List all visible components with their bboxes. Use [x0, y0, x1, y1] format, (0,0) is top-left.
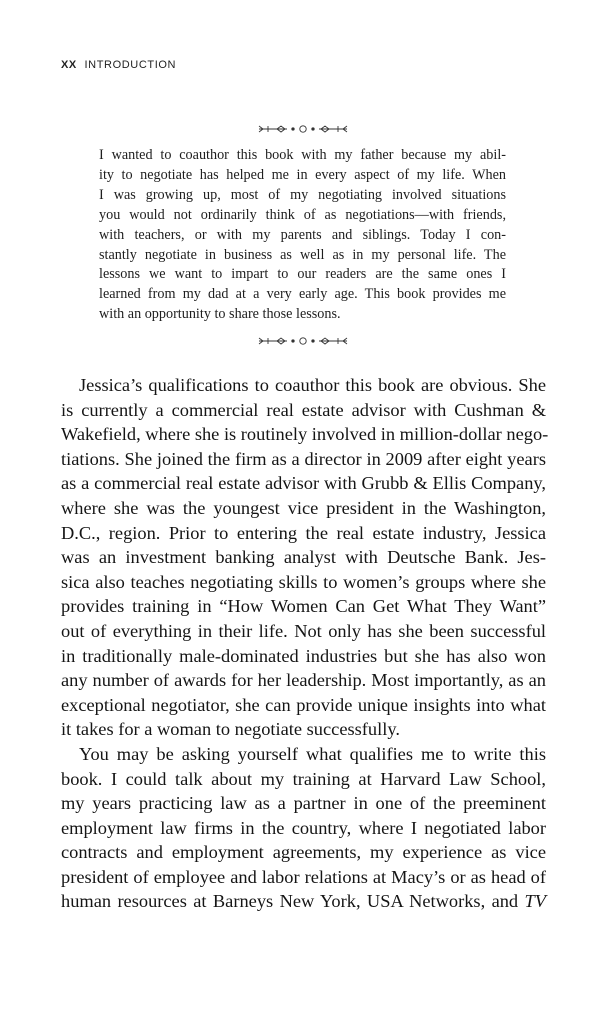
quote-line: stantly negotiate in business as well as in my personal life. The	[99, 246, 506, 263]
running-header	[61, 59, 176, 71]
body-line-last	[61, 889, 546, 914]
body-line: my years practicing law as a partner in one of the preeminent	[61, 793, 546, 814]
body-line-text: human resources at Barneys New York, USA Networks, and	[61, 891, 519, 912]
body-text	[61, 373, 549, 914]
block-quote	[99, 146, 506, 325]
quote-line: learned from my dad at a very early age. This book provides me	[99, 286, 506, 303]
body-line: it takes for a woman to negotiate successfully.	[61, 719, 400, 740]
body-line: exceptional negotiator, she can provide unique insights into what	[61, 694, 546, 715]
body-line: sica also teaches negotiating skills to women’s groups where she	[61, 571, 546, 592]
flourish-icon	[257, 124, 349, 134]
body-line: D.C., region. Prior to entering the real estate industry, Jessica	[61, 522, 546, 543]
body-line: contracts and employment agreements, my experience as vice	[61, 842, 546, 863]
page-number: XX	[61, 59, 77, 71]
quote-line: I wanted to coauthor this book with my father because my abil-	[99, 147, 506, 163]
body-line: any number of awards for her leadership. Most importantly, as an	[61, 670, 546, 691]
quote-line: lessons we want to impart to our readers are the same ones I	[99, 266, 506, 283]
quote-line: I was growing up, most of my negotiating involved situations	[99, 186, 506, 203]
italic-title: TV	[524, 891, 546, 912]
ornament-top	[0, 121, 605, 139]
quote-line: with an opportunity to share those lessons.	[99, 306, 341, 323]
body-line: Jessica’s qualifications to coauthor this book are obvious. She	[79, 375, 546, 395]
body-line: You may be asking yourself what qualifies me to write this	[79, 743, 546, 764]
quote-line: with teachers, or with my parents and siblings. Today I con-	[99, 226, 506, 243]
body-line: president of employee and labor relations at Macy’s or as head of	[61, 866, 546, 887]
body-line: out of everything in their life. Not only has she been successful	[61, 620, 546, 641]
ornament-bottom	[0, 333, 605, 351]
body-line: tiations. She joined the firm as a director in 2009 after eight years	[61, 448, 546, 469]
body-line: where she was the youngest vice president in the Washington,	[61, 497, 546, 518]
body-line: Wakefield, where she is routinely involved in million-dollar nego-	[61, 424, 549, 445]
paragraph-1	[61, 373, 549, 742]
body-line: in traditionally male-dominated industries but she has also won	[61, 645, 546, 666]
body-line: provides training in “How Women Can Get What They Want”	[61, 596, 546, 617]
body-line: book. I could talk about my training at Harvard Law School,	[61, 768, 546, 789]
body-line: employment law firms in the country, where I negotiated labor	[61, 817, 546, 838]
body-line: is currently a commercial real estate advisor with Cushman &	[61, 399, 546, 420]
body-line: was an investment banking analyst with Deutsche Bank. Jes-	[61, 547, 546, 568]
body-line: as a commercial real estate advisor with Grubb & Ellis Company,	[61, 473, 546, 494]
chapter-title: INTRODUCTION	[84, 59, 177, 71]
quote-line: you would not ordinarily think of as negotiations—with friends,	[99, 206, 506, 223]
flourish-icon	[257, 336, 349, 346]
paragraph-2	[61, 742, 546, 914]
quote-line: ity to negotiate has helped me in every aspect of my life. When	[99, 166, 506, 183]
